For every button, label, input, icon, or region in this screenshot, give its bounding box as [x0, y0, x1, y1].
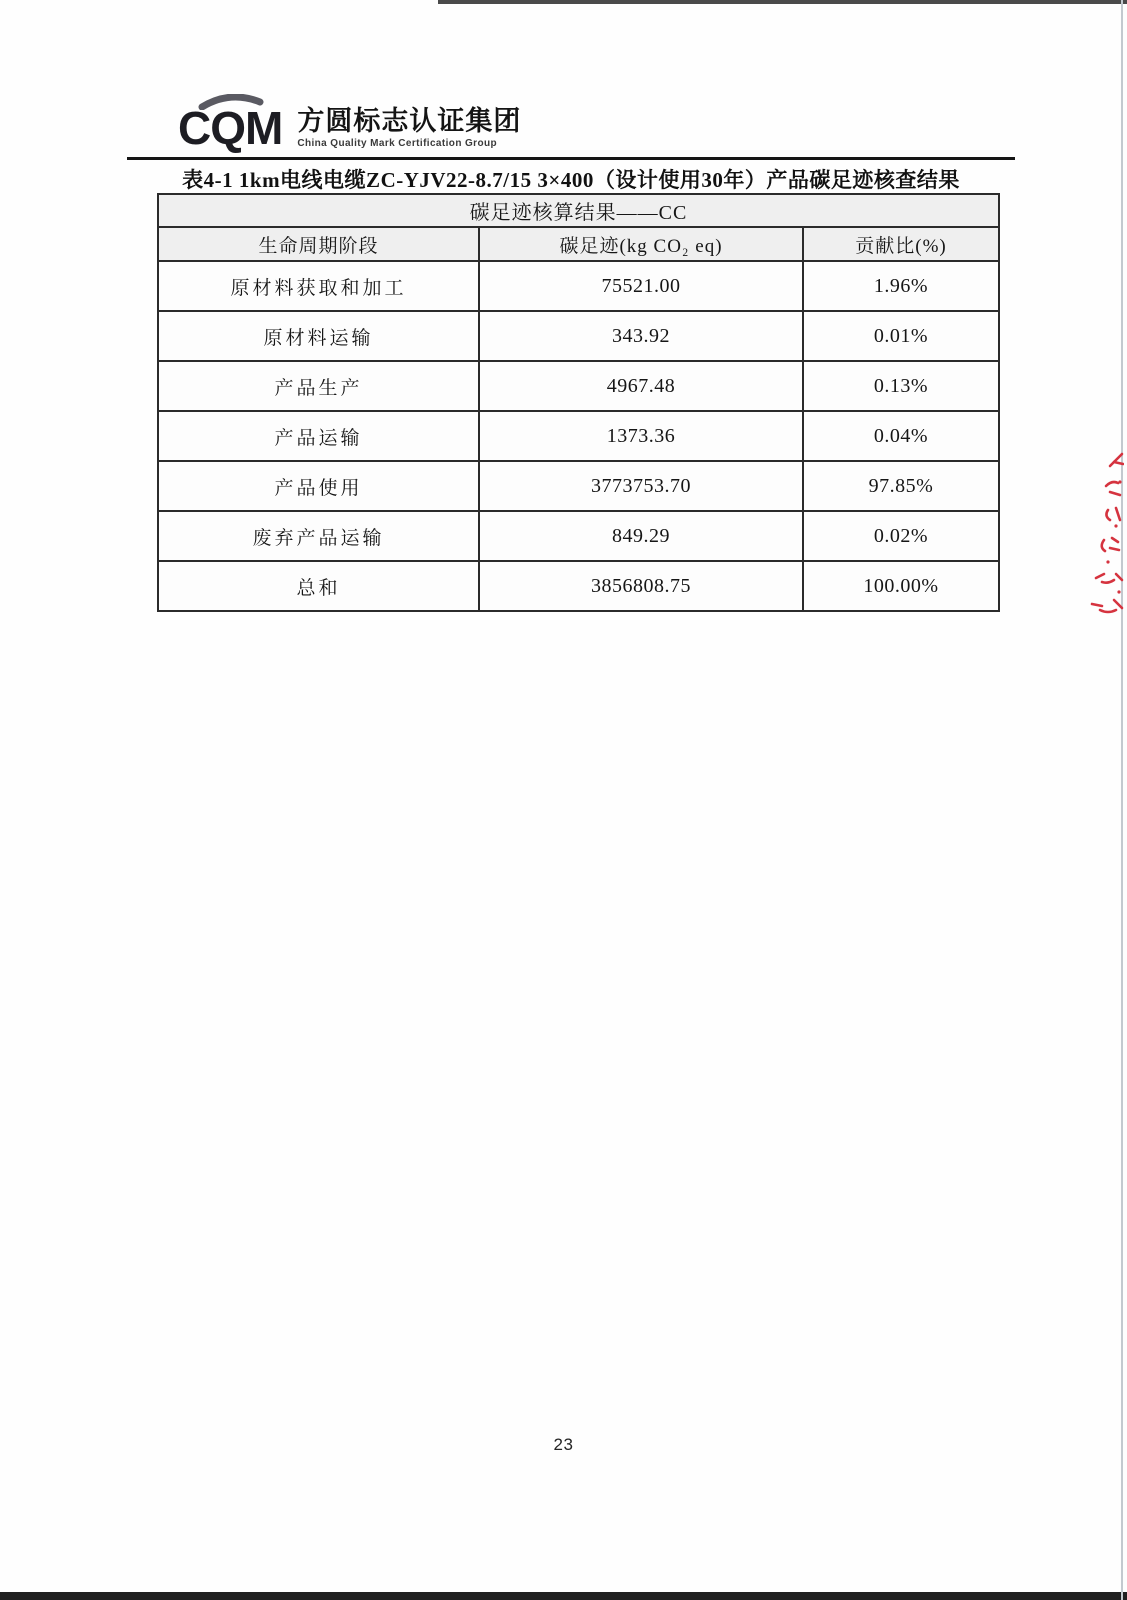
table-row: [158, 461, 999, 511]
logo-arc-icon: [198, 94, 264, 110]
cell-stage: 总和: [158, 561, 479, 611]
scan-artifact-top: [438, 0, 1127, 4]
table-merged-header: 碳足迹核算结果——CC: [158, 194, 999, 227]
cell-stage: 原材料获取和加工: [158, 261, 479, 311]
table-merged-header-row: [158, 194, 999, 227]
header-rule: [127, 157, 1015, 160]
scan-page-edge: [1121, 0, 1123, 1600]
logo-acronym: CQM: [178, 102, 283, 154]
table-header-row: [158, 227, 999, 261]
cell-footprint: 4967.48: [479, 361, 803, 411]
logo-names: [297, 94, 521, 149]
logo-name-en: China Quality Mark Certification Group: [297, 138, 497, 149]
cell-stage: 产品生产: [158, 361, 479, 411]
cell-contribution: 0.13%: [803, 361, 999, 411]
col-header-stage: 生命周期阶段: [158, 227, 479, 261]
table-caption: 表4-1 1km电线电缆ZC-YJV22-8.7/15 3×400（设计使用30年）产品碳足迹核查结果: [182, 168, 960, 192]
table-row: [158, 361, 999, 411]
page-number: 23: [553, 1435, 574, 1454]
col-header-contribution: 贡献比(%): [803, 227, 999, 261]
cell-contribution: 100.00%: [803, 561, 999, 611]
cell-footprint: 849.29: [479, 511, 803, 561]
cell-stage: 产品使用: [158, 461, 479, 511]
cell-footprint: 343.92: [479, 311, 803, 361]
carbon-footprint-table: [157, 193, 1000, 612]
table-row: [158, 311, 999, 361]
cell-stage: 产品运输: [158, 411, 479, 461]
red-stamp-marks: [1086, 452, 1124, 620]
cell-contribution: 0.04%: [803, 411, 999, 461]
scan-artifact-bottom: [0, 1592, 1127, 1600]
cell-footprint: 1373.36: [479, 411, 803, 461]
cell-contribution: 97.85%: [803, 461, 999, 511]
cell-contribution: 0.01%: [803, 311, 999, 361]
cell-stage: 原材料运输: [158, 311, 479, 361]
table-row: [158, 561, 999, 611]
cell-contribution: 0.02%: [803, 511, 999, 561]
table-row: [158, 511, 999, 561]
cell-contribution: 1.96%: [803, 261, 999, 311]
cell-footprint: 3856808.75: [479, 561, 803, 611]
table-row: [158, 261, 999, 311]
cell-stage: 废弃产品运输: [158, 511, 479, 561]
logo-name-zh: 方圆标志认证集团: [297, 106, 522, 136]
table-row: [158, 411, 999, 461]
cell-footprint: 3773753.70: [479, 461, 803, 511]
cell-footprint: 75521.00: [479, 261, 803, 311]
logo-mark: [178, 94, 283, 154]
col-header-footprint: 碳足迹(kg CO₂ eq): [479, 227, 803, 261]
cqm-logo: [178, 94, 522, 154]
